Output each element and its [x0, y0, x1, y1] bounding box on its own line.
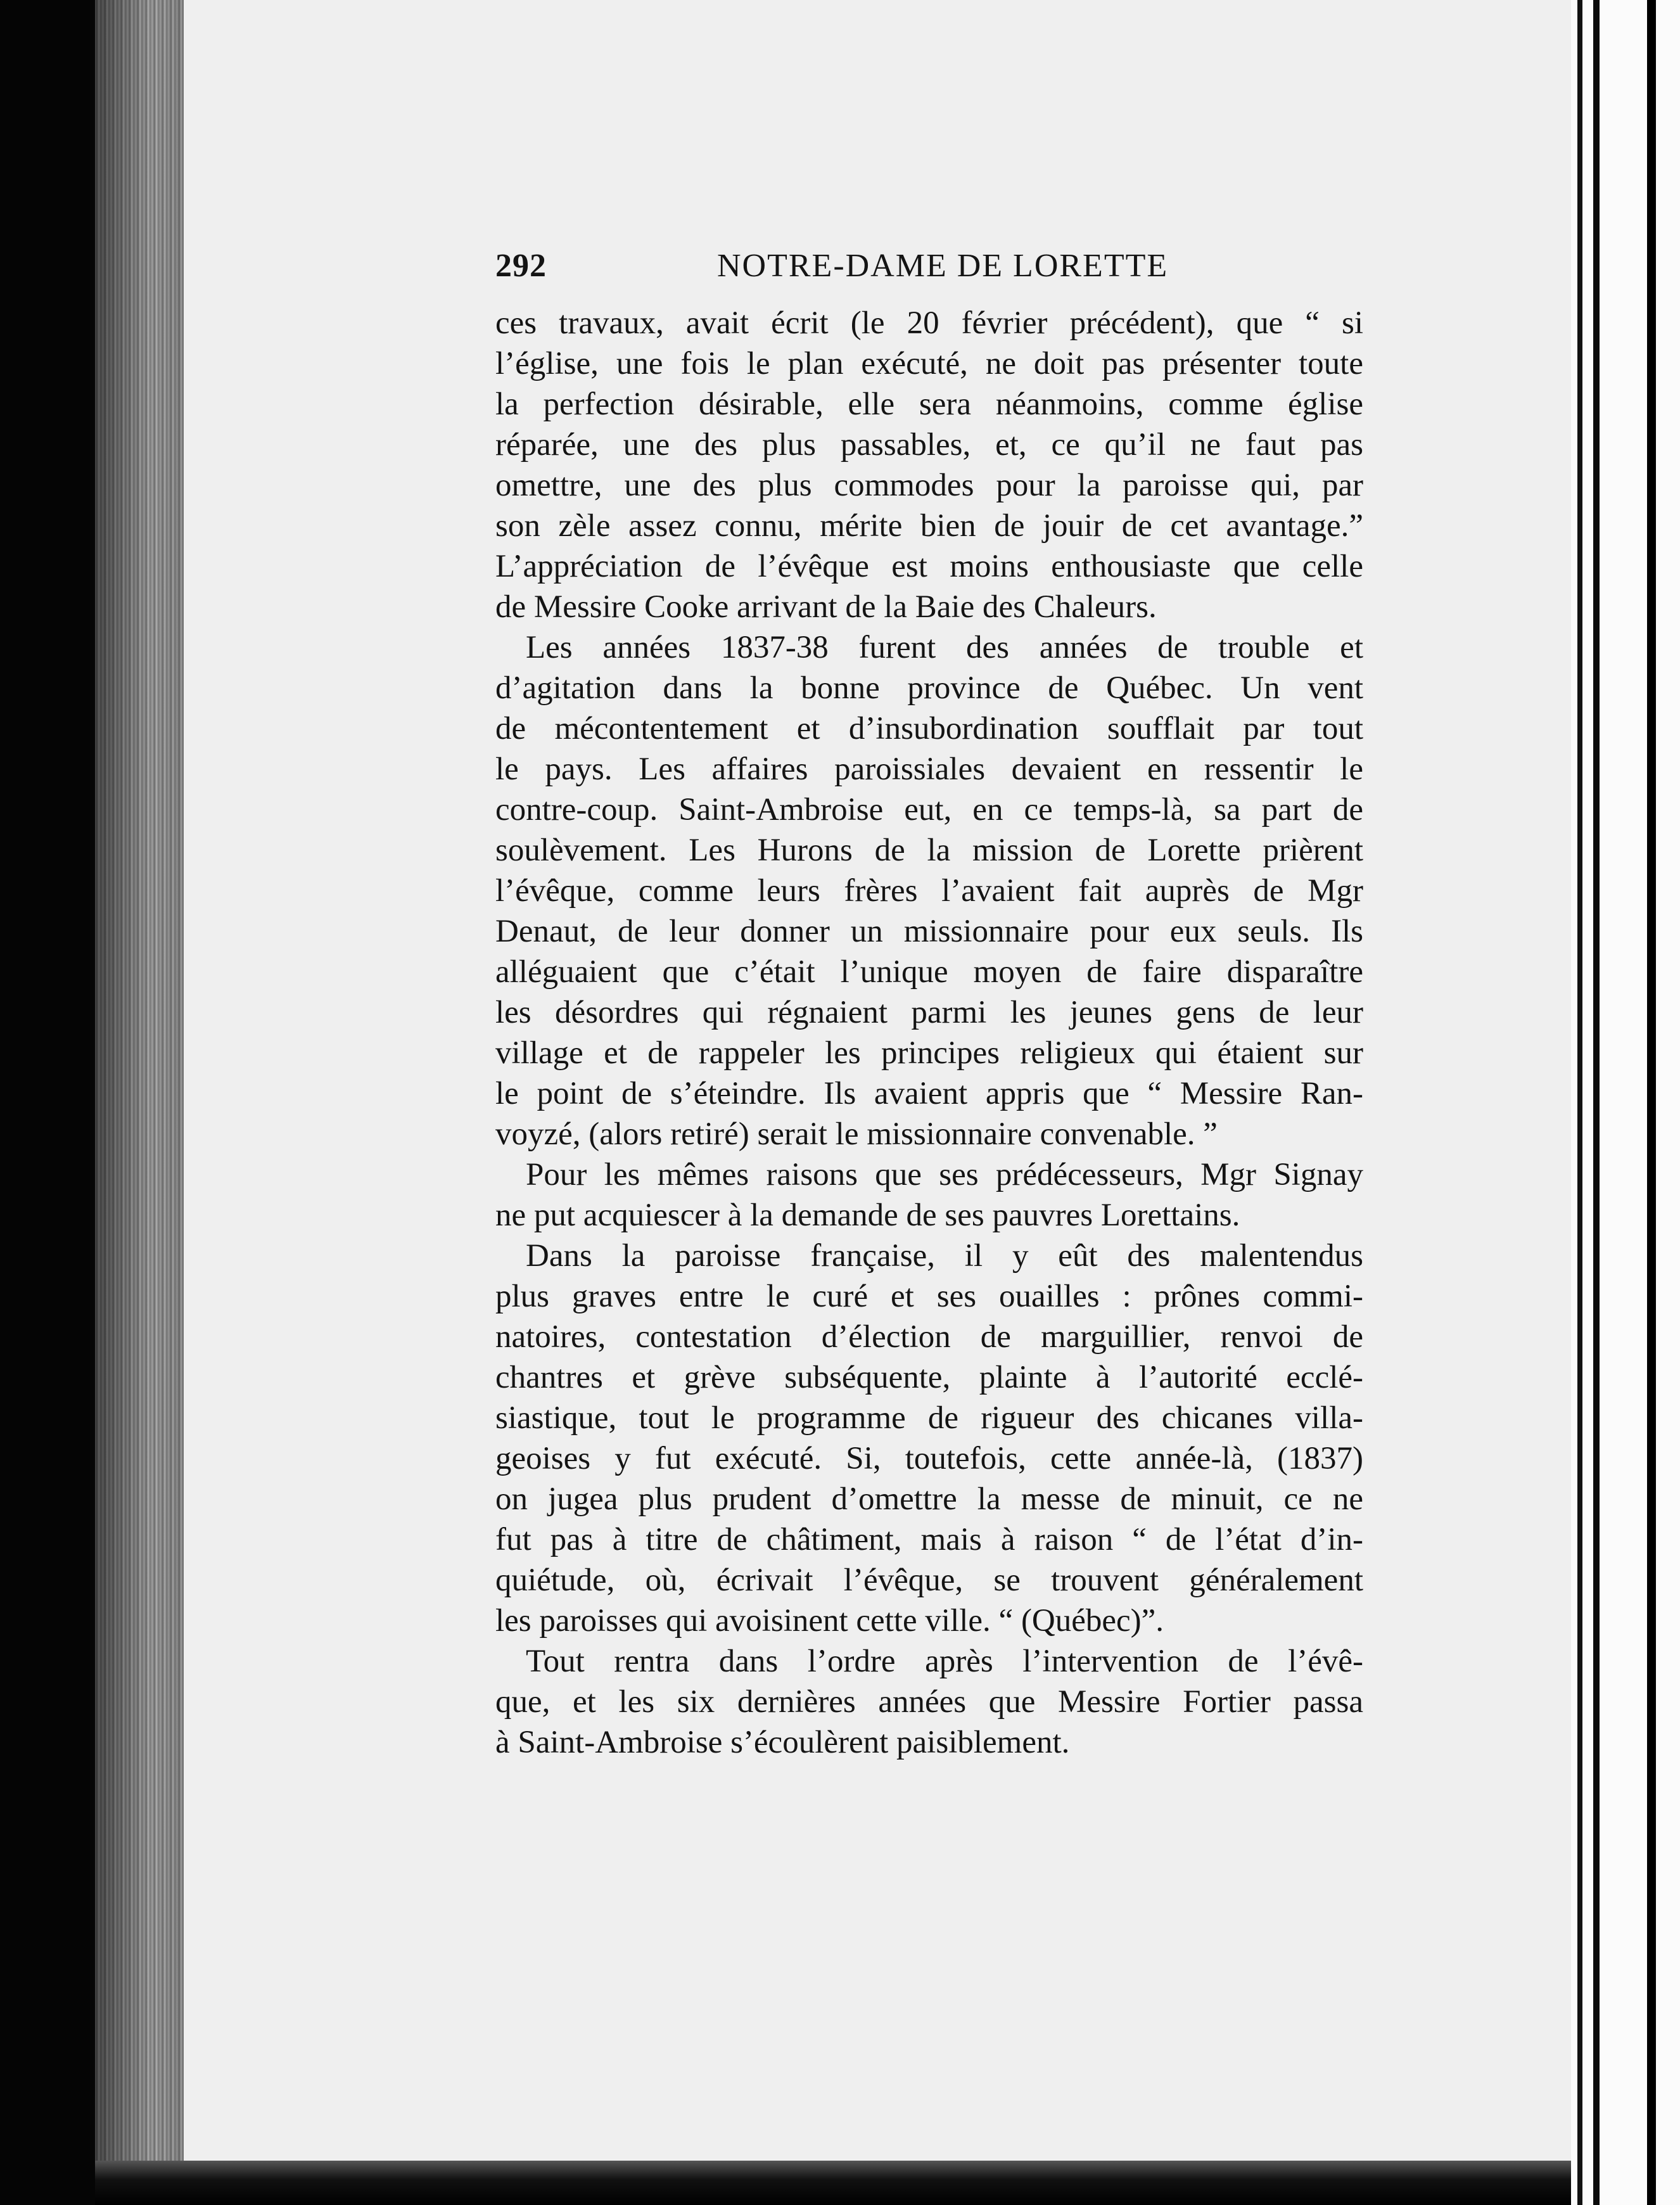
text-line: quiétude, où, écrivait l’évêque, se trouvent généralement: [495, 1563, 1363, 1598]
running-head: [476, 241, 1363, 298]
text-line: L’appréciation de l’évêque est moins enthousiaste que celle: [495, 549, 1363, 584]
text-line: Denaut, de leur donner un missionnaire pour eux seuls. Ils: [495, 914, 1363, 949]
text-line: ne put acquiescer à la demande de ses pauvres Lorettains.: [495, 1198, 1240, 1233]
text-line: le point de s’éteindre. Ils avaient appris que “ Messire Ran-: [495, 1076, 1363, 1111]
text-line: d’agitation dans la bonne province de Québec. Un vent: [495, 670, 1363, 706]
running-title: NOTRE-DAME DE LORETTE: [717, 248, 1169, 284]
text-line: le pays. Les affaires paroissiales devaient en ressentir le: [495, 751, 1363, 787]
text-line: alléguaient que c’était l’unique moyen de faire disparaître: [495, 954, 1363, 990]
paragraph: [495, 1641, 1363, 1763]
page-number: 292: [495, 248, 547, 284]
text-line: siastique, tout le programme de rigueur des chicanes villa-: [495, 1400, 1363, 1436]
text-line: l’église, une fois le plan exécuté, ne doit pas présenter toute: [495, 346, 1363, 381]
paragraph: [495, 1154, 1363, 1236]
paragraph: [495, 627, 1363, 1154]
text-line: à Saint-Ambroise s’écoulèrent paisiblement.: [495, 1725, 1070, 1760]
text-line: de Messire Cooke arrivant de la Baie des Chaleurs.: [495, 589, 1157, 625]
text-line: omettre, une des plus commodes pour la paroisse qui, par: [495, 468, 1363, 503]
text-line: Les années 1837-38 furent des années de trouble et: [526, 630, 1363, 665]
paragraph: [495, 1236, 1363, 1641]
text-line: la perfection désirable, elle sera néanmoins, comme église: [495, 387, 1363, 422]
text-line: l’évêque, comme leurs frères l’avaient fait auprès de Mgr: [495, 873, 1363, 909]
text-line: plus graves entre le curé et ses ouailles : prônes commi-: [495, 1279, 1363, 1314]
bottom-edge: [95, 2161, 1571, 2205]
text-line: natoires, contestation d’élection de marguillier, renvoi de: [495, 1319, 1363, 1355]
text-line: contre-coup. Saint-Ambroise eut, en ce temps-là, sa part de: [495, 792, 1363, 828]
text-line: village et de rappeler les principes religieux qui étaient sur: [495, 1035, 1363, 1071]
text-line: que, et les six dernières années que Messire Fortier passa: [495, 1684, 1363, 1720]
text-line: réparée, une des plus passables, et, ce qu’il ne faut pas: [495, 427, 1363, 463]
text-line: Tout rentra dans l’ordre après l’intervention de l’évê-: [526, 1644, 1363, 1679]
body-text: [476, 303, 1363, 1763]
text-line: les désordres qui régnaient parmi les jeunes gens de leur: [495, 995, 1363, 1030]
paragraph: [495, 303, 1363, 627]
text-line: fut pas à titre de châtiment, mais à raison “ de l’état d’in-: [495, 1522, 1363, 1557]
text-line: ces travaux, avait écrit (le 20 février précédent), que “ si: [495, 305, 1363, 341]
text-line: geoises y fut exécuté. Si, toutefois, cette année-là, (1837): [495, 1441, 1363, 1476]
right-edge-line: [1647, 0, 1656, 2205]
text-line: Dans la paroisse française, il y eût des malentendus: [526, 1238, 1363, 1274]
text-line: de mécontentement et d’insubordination soufflait par tout: [495, 711, 1363, 746]
text-line: son zèle assez connu, mérite bien de jouir de cet avantage.”: [495, 508, 1363, 544]
right-margin: [1571, 0, 1680, 2205]
left-gutter: [0, 0, 95, 2205]
right-edge-line: [1577, 0, 1582, 2205]
text-line: voyzé, (alors retiré) serait le missionnaire convenable. ”: [495, 1116, 1218, 1152]
right-edge-line: [1593, 0, 1600, 2205]
text-line: Pour les mêmes raisons que ses prédécesseurs, Mgr Signay: [526, 1157, 1363, 1192]
page-edges-shade: [95, 0, 190, 2205]
text-line: soulèvement. Les Hurons de la mission de Lorette prièrent: [495, 833, 1363, 868]
text-line: les paroisses qui avoisinent cette ville. “ (Québec)”.: [495, 1603, 1164, 1639]
text-block: [476, 241, 1363, 1763]
text-line: chantres et grève subséquente, plainte à l’autorité ecclé-: [495, 1360, 1363, 1395]
text-line: on jugea plus prudent d’omettre la messe de minuit, ce ne: [495, 1481, 1363, 1517]
